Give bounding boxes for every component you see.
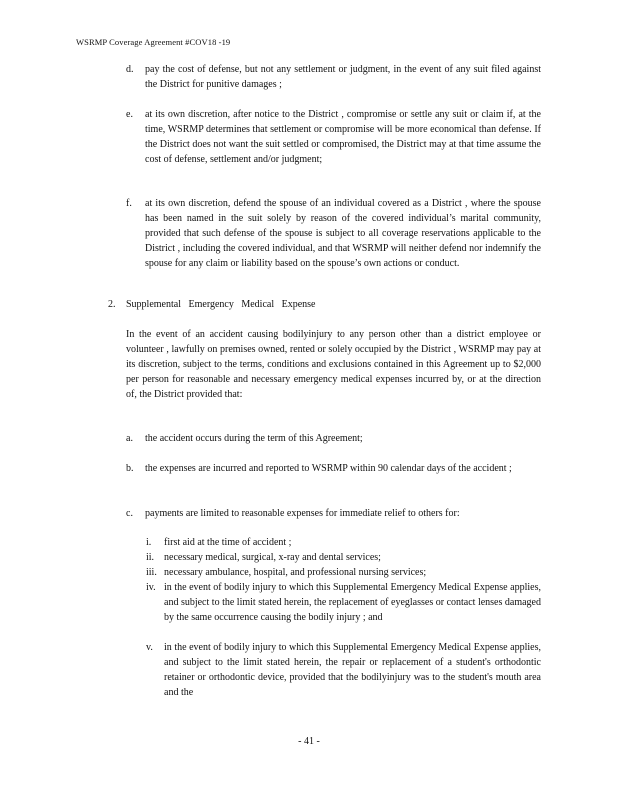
sub-item-v-text: in the event of bodily injury to which this Supplemental Emergency Medical Expense applies, and subject to the limit stated herein, the repair or replacement of a student's orthodontic retainer or orthodontic device, provided that the bodilyinjury was to the student's mouth area and the (164, 642, 541, 698)
item-b-text: the expenses are incurred and reported to WSRMP within 90 calendar days of the accident ; (145, 463, 512, 474)
item-f-label: f. (126, 198, 132, 209)
sub-item-iii-label: iii. (146, 567, 157, 578)
item-a-text: the accident occurs during the term of this Agreement; (145, 433, 363, 444)
item-b-label: b. (126, 463, 134, 474)
section-2-intro: In the event of an accident causing bodilyinjury to any person other than a district employee or volunteer , lawfully on premises owned, rented or solely occupied by the District , WSRMP may pay at its discretion, subject to the terms, conditions and exclusions contained in this Agreement up to $2,000 per person for reasonable and necessary emergency medical expenses incurred by, or at the direction of, the District provided that: (126, 329, 541, 400)
item-d-text: pay the cost of defense, but not any settlement or judgment, in the event of any suit filed against the District for punitive damages ; (145, 64, 541, 90)
sub-item-v-label: v. (146, 642, 153, 653)
item-f-text: at its own discretion, defend the spouse of an individual covered as a District , where the spouse has been named in the suit solely by reason of the covered individual’s marital community, provided that such defense of the spouse is subject to all coverage reservations applicable to the District , including the covered individual, and that WSRMP will neither defend nor indemnify the spouse for any claim or liability based on the spouse’s own actions or conduct. (145, 198, 541, 269)
sub-item-i-text: first aid at the time of accident ; (164, 537, 292, 548)
page-number: - 41 - (298, 736, 320, 747)
item-e-label: e. (126, 109, 133, 120)
item-e-text: at its own discretion, after notice to the District , compromise or settle any suit or claim if, at the time, WSRMP determines that settlement or compromise will be more economical than defense. If the District does not want the suit settled or compromised, the District may at that time assume the cost of defense, settlement and/or judgment; (145, 109, 541, 165)
item-a-label: a. (126, 433, 133, 444)
item-c-label: c. (126, 508, 133, 519)
sub-item-iv-label: iv. (146, 582, 156, 593)
sub-item-i-label: i. (146, 537, 152, 548)
item-c-text: payments are limited to reasonable expenses for immediate relief to others for: (145, 508, 460, 519)
sub-item-iv-text: in the event of bodily injury to which this Supplemental Emergency Medical Expense applies, and subject to the limit stated herein, the replacement of eyeglasses or contact lenses damaged by the same occurrence causing the bodily injury ; and (164, 582, 541, 623)
sub-item-ii-label: ii. (146, 552, 155, 563)
running-header: WSRMP Coverage Agreement #COV18 -19 (76, 37, 231, 47)
item-d-label: d. (126, 64, 134, 75)
section-2-title: Supplemental Emergency Medical Expense (126, 299, 316, 310)
sub-item-ii-text: necessary medical, surgical, x-ray and dental services; (164, 552, 381, 563)
section-2-number: 2. (108, 299, 116, 310)
sub-item-iii-text: necessary ambulance, hospital, and professional nursing services; (164, 567, 427, 578)
